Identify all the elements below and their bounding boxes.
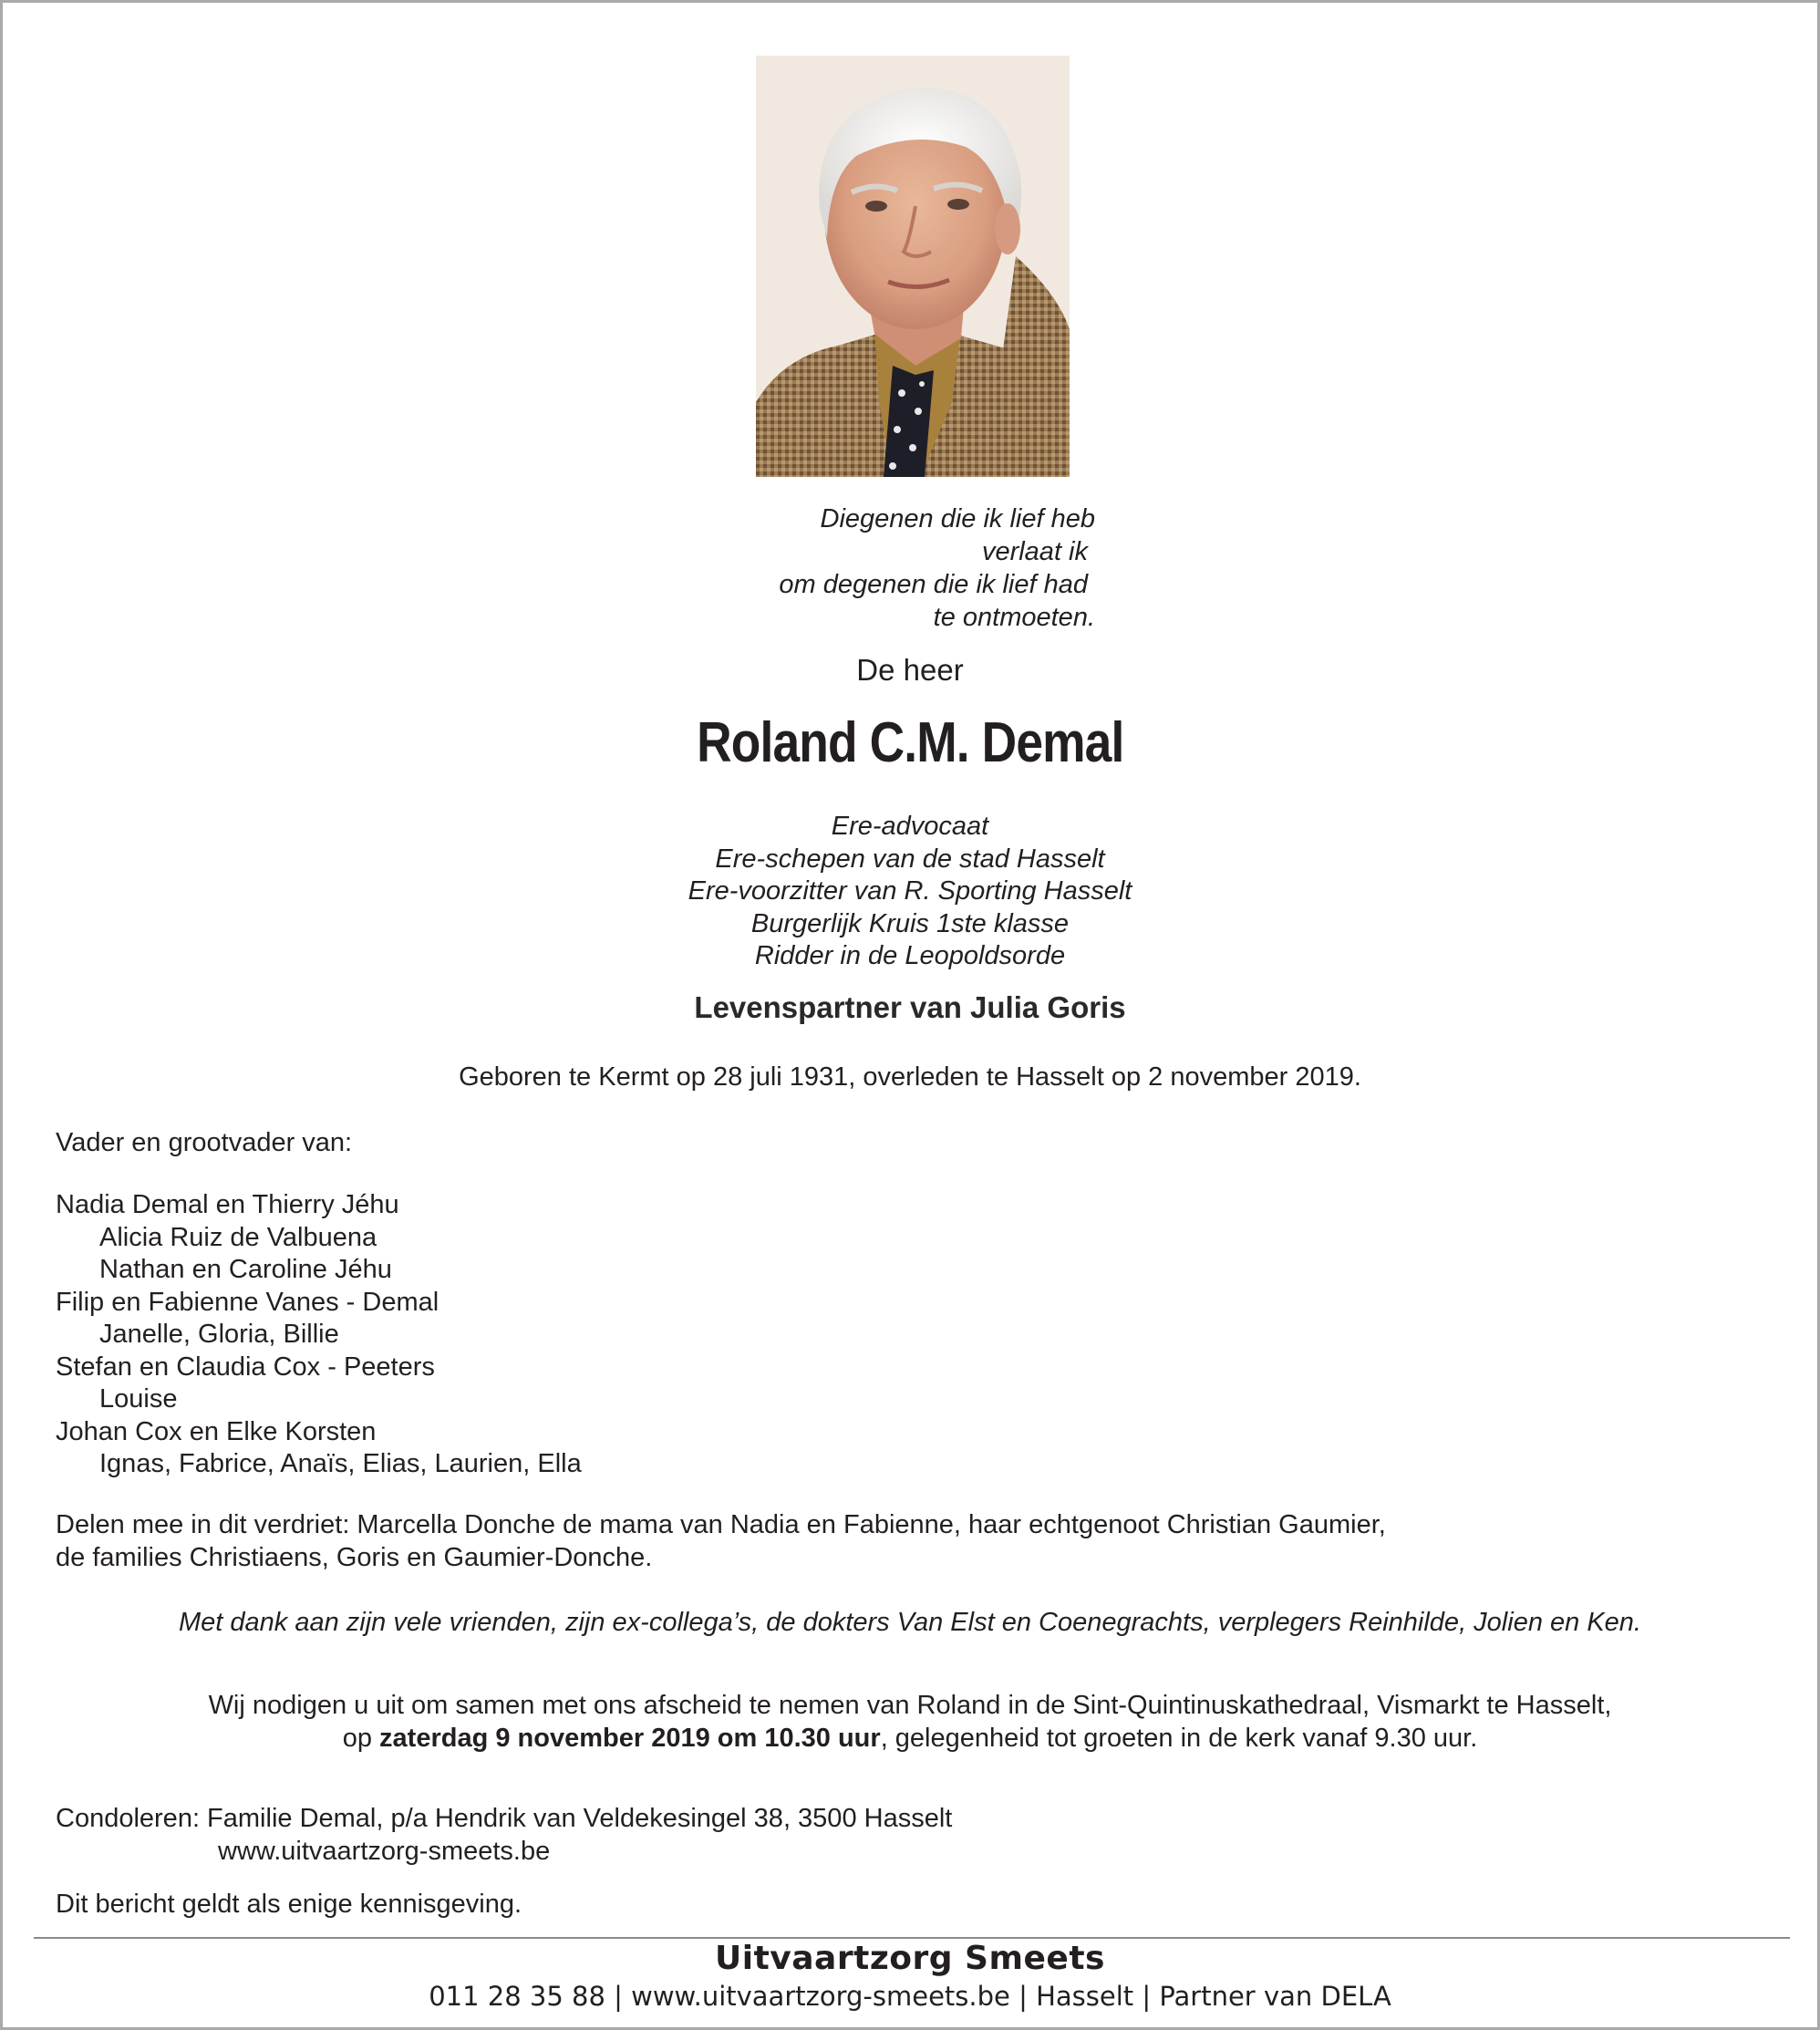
family-member: Ignas, Fabrice, Anaïs, Elias, Laurien, Ella	[99, 1449, 582, 1478]
honorary-title: Ridder in de Leopoldsorde	[754, 941, 1066, 970]
family-member: Janelle, Gloria, Billie	[99, 1320, 339, 1349]
deceased-name: Roland C.M. Demal	[697, 711, 1124, 774]
funeral-home-name: Uitvaartzorg Smeets	[715, 1940, 1105, 1977]
honorary-title: Ere-voorzitter van R. Sporting Hasselt	[688, 876, 1132, 906]
family-intro: Vader en grootvader van:	[56, 1128, 353, 1157]
sharing-grief	[56, 1509, 1770, 1574]
family-member: Filip en Fabienne Vanes - Demal	[56, 1287, 439, 1317]
funeral-home-contact: 011 28 35 88 | www.uitvaartzorg-smeets.be | Hasselt | Partner van DELA	[429, 1981, 1391, 2012]
notice-text: Dit bericht geldt als enige kennisgeving.	[56, 1890, 522, 1919]
family-list	[56, 1189, 582, 1481]
condolence-website-link[interactable]: www.uitvaartzorg-smeets.be	[218, 1836, 551, 1866]
honorary-titles	[3, 811, 1817, 973]
quote-line: Diegenen die ik lief heb	[820, 504, 1095, 533]
funeral-datetime: zaterdag 9 november 2019 om 10.30 uur	[379, 1724, 881, 1753]
quote-line: verlaat ik	[981, 537, 1088, 566]
quote-line: te ontmoeten.	[933, 603, 1095, 632]
family-member: Stefan en Claudia Cox - Peeters	[56, 1352, 435, 1382]
invitation-text: op	[342, 1724, 380, 1753]
condolence-info	[56, 1803, 952, 1868]
condolence-address: Condoleren: Familie Demal, p/a Hendrik van Veldekesingel 38, 3500 Hasselt	[56, 1804, 953, 1833]
sharing-line: Delen mee in dit verdriet: Marcella Donche de mama van Nadia en Fabienne, haar echtgenoot Christian Gaumier,	[56, 1510, 1386, 1539]
family-member: Nathan en Caroline Jéhu	[99, 1255, 392, 1284]
invitation-line: Wij nodigen u uit om samen met ons afscheid te nemen van Roland in de Sint-Quintinuskathedraal, Vismarkt te Hasselt,	[208, 1691, 1612, 1720]
life-partner: Levenspartner van Julia Goris	[694, 990, 1126, 1024]
memorial-quote	[714, 502, 1095, 634]
family-member: Nadia Demal en Thierry Jéhu	[56, 1190, 399, 1219]
thanks-note: Met dank aan zijn vele vrienden, zijn ex-collega’s, de dokters Van Elst en Coenegrachts, verplegers Reinhilde, Jolien en Ken.	[179, 1608, 1641, 1637]
honorary-title: Ere-schepen van de stad Hasselt	[715, 844, 1105, 874]
portrait-photo	[756, 56, 1070, 477]
birth-death-line: Geboren te Kermt op 28 juli 1931, overleden te Hasselt op 2 november 2019.	[459, 1062, 1361, 1092]
funeral-invitation	[3, 1689, 1817, 1755]
sharing-line: de families Christiaens, Goris en Gaumier-Donche.	[56, 1542, 653, 1572]
family-member: Alicia Ruiz de Valbuena	[99, 1222, 377, 1252]
portrait-illustration	[756, 56, 1070, 477]
family-member: Johan Cox en Elke Korsten	[56, 1416, 377, 1446]
title-prefix: De heer	[856, 653, 964, 687]
invitation-text: , gelegenheid tot groeten in de kerk vanaf 9.30 uur.	[880, 1724, 1478, 1753]
quote-line: om degenen die ik lief had	[779, 570, 1088, 599]
invitation-line	[3, 1722, 1817, 1755]
family-member: Louise	[99, 1384, 178, 1414]
honorary-title: Ere-advocaat	[831, 812, 989, 841]
honorary-title: Burgerlijk Kruis 1ste klasse	[750, 908, 1070, 938]
